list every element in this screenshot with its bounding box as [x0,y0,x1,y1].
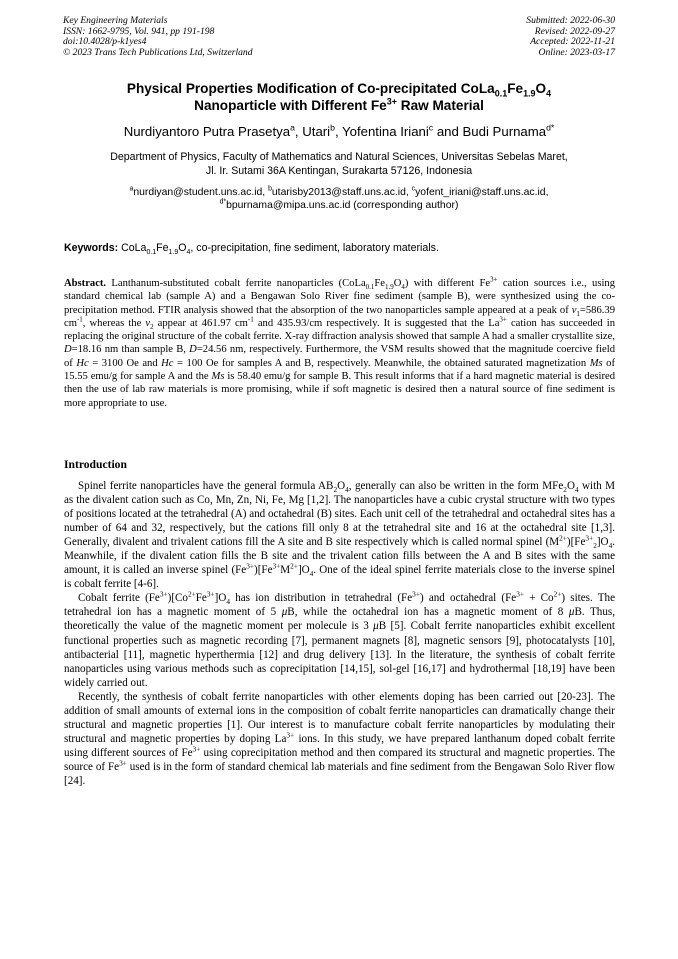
journal-name: Key Engineering Materials [63,15,168,26]
keywords: Keywords: $CoLa_{0.1}Fe_{1.9}O_4$, co-precipitation, fine sediment, laboratory materials. [64,242,439,257]
author-emails: $^a$nurdiyan@student.uns.ac.id, $^b$utarisby2013@staff.uns.ac.id, $^c$yofent_iriani@staff.uns.ac.id, $^{d*}$bpurnama@mipa.uns.ac.id (corresponding author) [129,185,549,212]
keywords-label: Keywords: [64,242,119,254]
accepted-date: Accepted: 2022-11-21 [530,36,615,48]
email-link: bpurnama@mipa.uns.ac.id (corresponding author) [226,200,459,212]
paragraph: Cobalt ferrite $(Fe^{3+})[Co^{2+}Fe^{3+}]O_4$ has ion distribution in tetrahedral $(Fe^{3+})$ and octahedral $(Fe^{3+} + Co^{2+})$ sites. The tetrahedral ion has a magnetic moment of 5 μB, while the octahedral ion has a magnetic moment of 8 μB. Thus, theoretically the value of the magnetic moment per molecule is 3 μB [5]. Cobalt ferrite nanoparticles exhibit excellent functional properties such as magnetic recording [7], permanent magnets [8], magnetic sensors [9], photocatalysts [10], antibacterial [11], magnetic hyperthermia [12] and drug delivery [13]. In the literature, the synthesis of cobalt ferrite nanoparticles using various methods such as coprecipitation [14,15], sol-gel [16,17] and hydrothermal [18,19] have been widely carried out. [64,589,616,689]
author-name: Yofentina Iriani [342,124,429,139]
revised-date: Revised: 2022-09-27 [534,25,615,37]
copyright-line: © 2023 Trans Tech Publications Ltd, Switzerland [63,46,253,58]
abstract-label: Abstract. [64,278,107,289]
email-link: nurdiyan@student.uns.ac.id, [133,187,269,198]
title-line-1: Physical Properties Modification of Co-precipitated $CoLa_{0.1}Fe_{1.9}O_4$ [126,81,552,99]
issn-line: ISSN: 1662-9795, Vol. 941, pp 191-198 [63,25,215,37]
author-name: Budi Purnama [462,124,547,139]
section-heading-introduction: Introduction [64,458,127,471]
author-mark: a [290,122,295,133]
email-link: utarisby2013@staff.uns.ac.id, [271,187,412,198]
submitted-date: Submitted: 2022-06-30 [526,15,615,26]
online-date: Online: 2023-03-17 [538,46,615,58]
introduction-body [64,479,615,788]
paper-title [40,80,638,114]
journal-header-right [526,16,615,58]
author-mark: d* [546,122,555,133]
abstract: Abstract. Lanthanum-substituted cobalt ferrite nanoparticles $(CoLa_{0.1}Fe_{1.9}O_4)$ with different $Fe^{3+}$ cation sources i.e., using standard chemical lab (sample A) and a Bengawan Solo River fine sediment (sample B), were synthesized using the co-precipitation method. FTIR analysis showed that the absorption of the two nanoparticles sample appeared at a peak of $\nu_1=586.39$ $cm^{-1}$, whereas the $\nu_2$ appear at 461.97 $cm^{-1}$ and 435.93/cm respectively. It is suggested that the $La^{3+}$ cation has succeeded in replacing the original structure of the cobalt ferrite. X-ray diffraction analysis showed that sample A had a smaller crystallite size, D=18.16 nm than sample B, D=24.56 nm, respectively. Furthermore, the VSM results showed that the magnitude coercive field of Hc = 3100 Oe and Hc = 100 Oe for samples A and B, respectively. Meanwhile, the obtained saturated magnetization Ms of 15.55 emu/g for sample A and the Ms is 58.40 emu/g for sample B. This result informs that if a hard magnetic material is desired then the use of lab raw materials is more promising, while if soft magnetic is desired then a natural source of fine sediment is more appropriate to use. [64,275,616,409]
journal-header-left [63,16,253,58]
author-list: Nurdiyantoro Putra Prasetya$^a$, Utari$^b$, Yofentina Iriani$^c$ and Budi Purnama$^{d*}$ [123,122,555,139]
doi-line: doi:10.4028/p-k1yes4 [63,36,147,48]
title-line-2: Nanoparticle with Different $Fe^{3+}$ Raw Material [194,96,484,113]
author-mark: c [428,122,434,133]
paragraph: Spinel ferrite nanoparticles have the general formula $AB_2O_4$, generally can also be written in the form $MFe_2O_4$ with M as the divalent cation such as Co, Mn, Zn, Ni, Fe, Mg [1,2]. The nanoparticles have a cubic crystal structure with two types of positions located at the tetrahedral (A) and octahedral (B) sites. Each unit cell of the tetrahedral and octahedral sites has a number of 64 and 32, respectively, but the cations fill only 8 at the tetrahedral site and 16 at the octahedral site [1,3]. Generally, divalent and trivalent cations fill the A site and B site respectively which is called normal spinel $(M^{2+})[Fe^{3+}_2]O_4$. Meanwhile, if the divalent cation fills the B site and the trivalent cation fills between the A and B sites with the same amount, it is called an inverse spinel $(Fe^{3+})[Fe^{3+}M^{2+}]O_4$. One of the ideal spinel ferrite materials close to the inverse spinel is cobalt ferrite [4-6]. [64,480,615,591]
paragraph: Recently, the synthesis of cobalt ferrite nanoparticles with other elements doping has been carried out [20-23]. The addition of small amounts of external ions in the composition of cobalt ferrite nanoparticles can dramatically change their structural and magnetic properties [1]. Our interest is to manufacture cobalt ferrite nanoparticles by modulating their structural and magnetic properties by doping $La^{3+}$ ions. In this study, we have prepared lanthanum doped cobalt ferrite using different sources of $Fe^{3+}$ using coprecipitation method and then compared its structural and magnetic properties. The source of $Fe^{3+}$ used is in the form of standard chemical lab materials and fine sediment from the Bengawan Solo River flow [24]. [64,690,615,787]
author-name: Utari [302,124,331,139]
email-link: yofent_iriani@staff.uns.ac.id, [415,187,549,198]
author-name: Nurdiyantoro Putra Prasetya [123,124,291,139]
affiliation: Department of Physics, Faculty of Mathematics and Natural Sciences, Universitas Sebelas Maret, Jl. Ir. Sutami 36A Kentingan, Surakarta 57126, Indonesia [110,151,568,177]
author-mark: b [330,122,335,133]
